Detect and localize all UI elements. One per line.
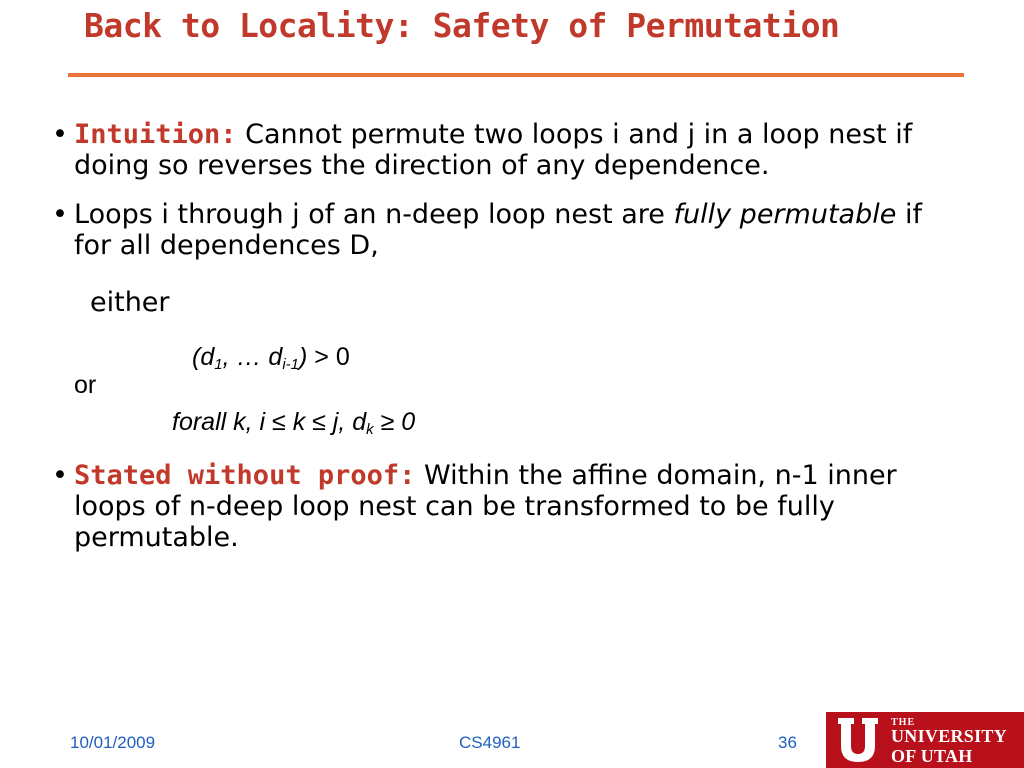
- cond1-sub1: 1: [214, 356, 223, 373]
- bullet-dot-icon: •: [52, 199, 68, 230]
- bullet-stated-without-proof: [52, 460, 952, 553]
- bullet-permutable: [52, 199, 952, 261]
- bullet-dot-icon: •: [52, 460, 68, 491]
- condition-two: [52, 407, 952, 438]
- slide-body: [52, 114, 952, 553]
- cond1-close: ): [299, 343, 308, 371]
- bullet-text-proof: Within the affine domain, n-1 inner loops of n-deep loop nest can be transformed to be fully permutable.: [74, 460, 897, 553]
- slide-title: Back to Locality: Safety of Permutation: [84, 6, 840, 45]
- bullet-dot-icon: •: [52, 119, 68, 150]
- logo-the: THE: [891, 717, 916, 728]
- cond2-rest: ≥ 0: [373, 408, 416, 436]
- block-u-icon: [836, 716, 880, 764]
- cond1-rest: > 0: [307, 343, 350, 371]
- bullet-intuition: [52, 119, 952, 181]
- bullet-lead-intuition: Intuition:: [74, 119, 237, 150]
- footer-course: CS4961: [459, 733, 521, 752]
- cond2-sub: k: [366, 421, 374, 438]
- cond2-text: forall k, i ≤ k ≤ j, d: [172, 408, 367, 436]
- logo-of-utah: OF UTAH: [891, 746, 973, 766]
- or-label: or: [74, 371, 97, 399]
- cond1-open: (d: [192, 343, 215, 371]
- title-divider: [68, 73, 964, 77]
- bullet-text-permutable-prefix: Loops i through j of an n-deep loop nest are: [74, 199, 665, 230]
- footer-page-number: 36: [778, 733, 797, 752]
- either-label: either: [90, 287, 170, 318]
- logo-university: UNIVERSITY: [891, 726, 1008, 746]
- cond1-mid: , … d: [222, 343, 283, 371]
- university-logo: [826, 712, 1024, 768]
- cond1-sub2: i-1: [282, 356, 299, 373]
- bullet-text-fully-permutable: fully permutable: [673, 199, 897, 230]
- bullet-text-intuition: Cannot permute two loops i and j in a loop nest if doing so reverses the direction of any dependence.: [74, 119, 913, 181]
- bullet-text-permutable-suffix: if for all dependences D,: [74, 199, 922, 261]
- footer-date: 10/01/2009: [70, 733, 156, 752]
- bullet-lead-proof: Stated without proof:: [74, 460, 416, 491]
- condition-one: [52, 342, 952, 373]
